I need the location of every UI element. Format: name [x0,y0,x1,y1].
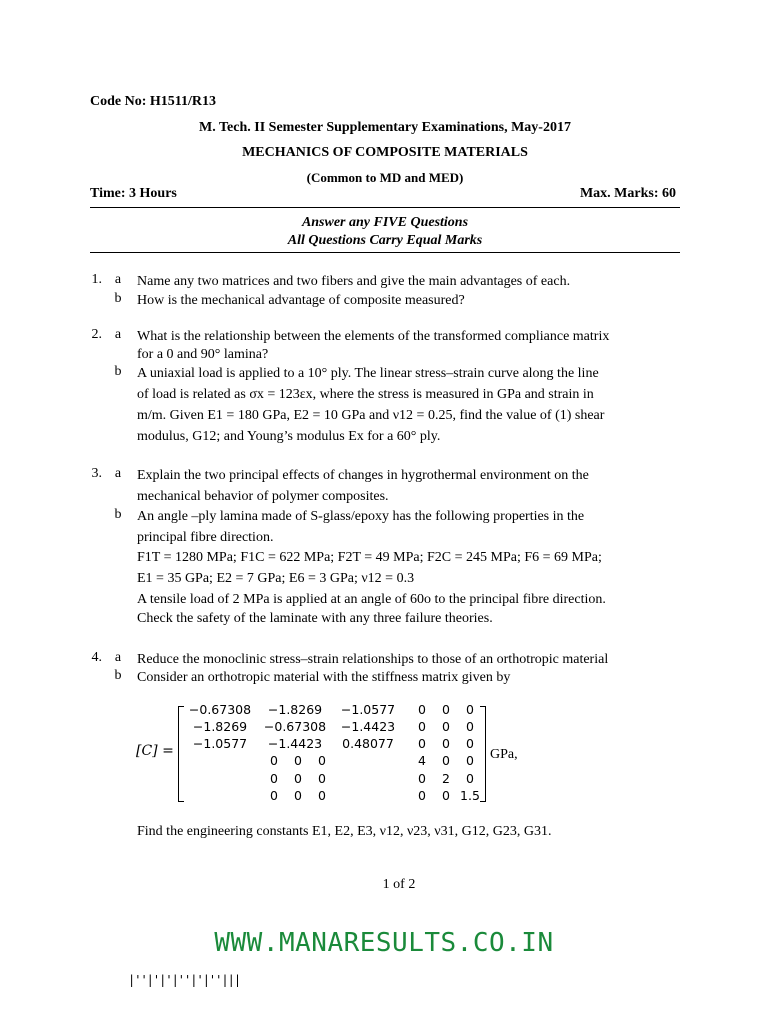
question-3b-line: principal fibre direction. [137,530,274,545]
matrix-cell-r4-c5: 4 [418,753,426,768]
matrix-cell-r2-c5: 0 [442,719,450,734]
matrix-cell-r3-c6: 0 [466,736,474,751]
question-3b-line: Check the safety of the laminate with any three failure theories. [137,611,493,626]
divider-bottom [90,252,680,253]
matrix-cell-r5-c3: 0 [318,771,326,786]
question-4b-text: Consider an orthotropic material with the stiffness matrix given by [137,670,511,685]
matrix-cell-r1-c1: −0.67308 [188,702,252,717]
matrix-cell-r6-c5: 0 [418,788,426,803]
matrix-cell-r4-c6: 0 [442,753,450,768]
matrix-cell-r2-c1: −1.8269 [192,719,248,734]
matrix-cell-r6-c2: 0 [294,788,302,803]
question-3b-line: E1 = 35 GPa; E2 = 7 GPa; E6 = 3 GPa; ν12 = 0.3 [137,571,415,586]
matrix-cell-r6-c6: 0 [442,788,450,803]
matrix-cell-r3-c2: −1.4423 [267,736,323,751]
matrix-cell-r6-c1: 0 [270,788,278,803]
question-3b-line: An angle –ply lamina made of S-glass/epoxy has the following properties in the [137,509,585,524]
matrix-cell-r5-c2: 0 [294,771,302,786]
matrix-label: [C] = [136,743,174,759]
matrix-cell-r3-c1: −1.0577 [192,736,248,751]
instruction-line-2: All Questions Carry Equal Marks [287,233,483,248]
question-2b-line: A uniaxial load is applied to a 10° ply. The linear stress–strain curve along the line [137,366,599,381]
matrix-cell-r4-c7: 0 [466,753,474,768]
matrix-left-bracket [178,706,184,802]
question-3b-line: A tensile load of 2 MPa is applied at an angle of 60o to the principal fibre direction. [137,592,606,607]
question-4-find-text: Find the engineering constants E1, E2, E3, ν12, ν23, ν31, G12, G23, G31. [137,824,552,839]
question-number: 2. [91,327,102,342]
code-number: Code No: H1511/R13 [90,94,216,109]
question-part-label: b [114,291,122,306]
question-part-label: a [114,327,122,342]
question-3a-line: Explain the two principal effects of changes in hygrothermal environment on the [137,468,589,483]
exam-time: Time: 3 Hours [90,186,177,201]
divider-top [90,207,680,208]
matrix-cell-r6-c3: 0 [318,788,326,803]
matrix-cell-r4-c3: 0 [318,753,326,768]
question-part-label: a [114,650,122,665]
common-to: (Common to MD and MED) [306,170,464,185]
matrix-cell-r2-c2: −0.67308 [263,719,327,734]
question-2a-line: for a 0 and 90° lamina? [137,347,269,362]
matrix-cell-r2-c6: 0 [466,719,474,734]
matrix-cell-r3-c3: 0.48077 [342,736,394,751]
matrix-cell-r1-c4: 0 [418,702,426,717]
matrix-cell-r6-c7: 1.5 [460,788,480,803]
matrix-cell-r4-c2: 0 [294,753,302,768]
matrix-cell-r2-c4: 0 [418,719,426,734]
question-number: 1. [91,272,102,287]
max-marks: Max. Marks: 60 [579,186,676,201]
question-2b-line: modulus, G12; and Young’s modulus Ex for a 60° ply. [137,429,441,444]
question-1b-text: How is the mechanical advantage of composite measured? [137,293,465,308]
question-part-label: a [114,466,122,481]
watermark-url: WWW.MANARESULTS.CO.IN [214,928,554,958]
matrix-cell-r1-c5: 0 [442,702,450,717]
question-3a-line: mechanical behavior of polymer composites. [137,489,389,504]
matrix-unit: GPa, [490,747,518,762]
question-part-label: b [114,668,122,683]
stiffness-matrix [136,702,536,806]
matrix-cell-r3-c4: 0 [418,736,426,751]
question-part-label: b [114,507,122,522]
matrix-cell-r3-c5: 0 [442,736,450,751]
matrix-cell-r5-c7: 0 [466,771,474,786]
matrix-cell-r5-c5: 0 [418,771,426,786]
question-2b-line: of load is related as σx = 123εx, where the stress is measured in GPa and strain in [137,387,594,402]
matrix-cell-r1-c6: 0 [466,702,474,717]
question-number: 4. [91,650,102,665]
question-3b-line: F1T = 1280 MPa; F1C = 622 MPa; F2T = 49 MPa; F2C = 245 MPa; F6 = 69 MPa; [137,550,602,565]
matrix-cell-r4-c1: 0 [270,753,278,768]
question-4a-text: Reduce the monoclinic stress–strain relationships to those of an orthotropic material [137,652,609,667]
exam-title: M. Tech. II Semester Supplementary Examinations, May-2017 [199,120,571,135]
matrix-cell-r1-c3: −1.0577 [340,702,396,717]
subject-title: MECHANICS OF COMPOSITE MATERIALS [242,145,528,160]
matrix-cell-r5-c6: 2 [442,771,450,786]
question-2a-line: What is the relationship between the elements of the transformed compliance matrix [137,329,610,344]
matrix-cell-r2-c3: −1.4423 [340,719,396,734]
question-number: 3. [91,466,102,481]
barcode: |''|'|'|''|'|''||| [128,973,241,987]
instruction-line-1: Answer any FIVE Questions [301,215,469,230]
question-part-label: a [114,272,122,287]
question-2b-line: m/m. Given E1 = 180 GPa, E2 = 10 GPa and ν12 = 0.25, find the value of (1) shear [137,408,605,423]
matrix-cell-r5-c1: 0 [270,771,278,786]
matrix-cell-r1-c2: −1.8269 [267,702,323,717]
page-number: 1 of 2 [382,877,416,892]
question-1a-text: Name any two matrices and two fibers and give the main advantages of each. [137,274,571,289]
question-part-label: b [114,364,122,379]
